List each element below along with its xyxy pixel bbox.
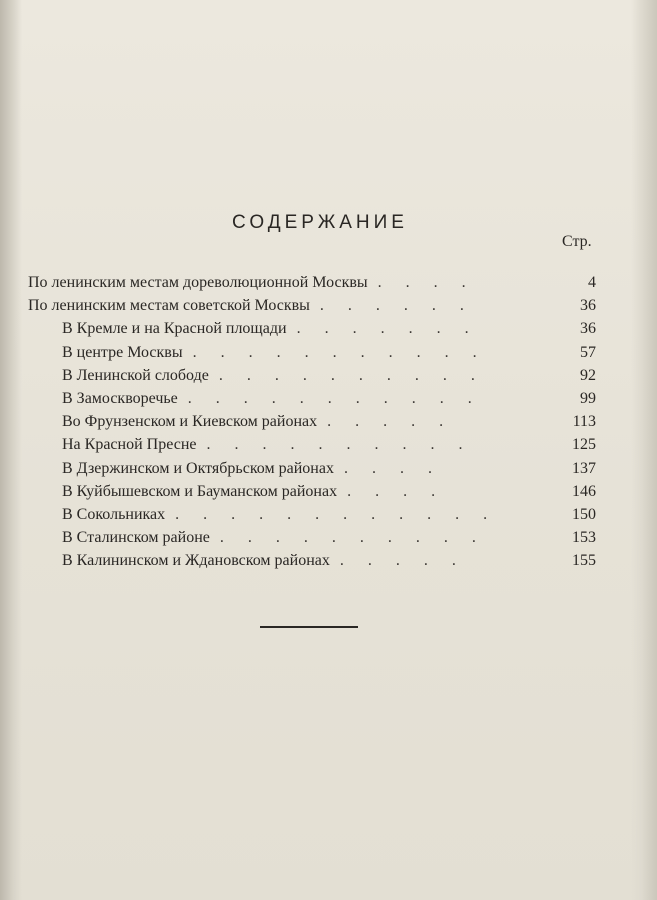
page-edge-right (631, 0, 657, 900)
toc-entry[interactable] (62, 527, 596, 549)
toc-entry-title: В Дзержинском и Октябрьском районах (62, 459, 334, 477)
toc-entry[interactable] (62, 434, 596, 456)
toc-entry[interactable] (62, 458, 596, 480)
toc-entry-title: В Замоскворечье (62, 390, 178, 407)
toc-page-number: 99 (580, 390, 596, 407)
toc-page-number: 150 (572, 506, 596, 523)
toc-entry-title: В Калининском и Ждановском районах (62, 552, 330, 570)
page-title: СОДЕРЖАНИЕ (232, 212, 408, 233)
toc-entry-title: На Красной Пресне (62, 436, 197, 454)
toc-page-number: 36 (580, 297, 596, 315)
toc-leader-dots: . . . . . . . . . . . (187, 390, 482, 407)
toc-entry-title: В Сталинском районе (62, 529, 210, 547)
toc-entry[interactable] (62, 550, 596, 572)
toc-entry[interactable] (62, 504, 596, 526)
toc-entry[interactable] (62, 481, 596, 503)
toc-entry[interactable] (28, 295, 596, 317)
toc-page-number: 155 (572, 552, 596, 570)
toc-leader-dots: . . . . (347, 482, 446, 500)
section-divider (260, 626, 358, 628)
toc-leader-dots: . . . . . . . . . . (218, 366, 485, 384)
toc-entry[interactable] (62, 318, 596, 340)
toc-entry[interactable] (62, 365, 596, 387)
toc-leader-dots: . . . . . . . (296, 320, 479, 338)
toc-entry[interactable] (62, 388, 596, 410)
toc-page-number: 153 (572, 529, 596, 547)
toc-page-number: 146 (572, 482, 596, 500)
page-column-label: Стр. (562, 233, 592, 250)
toc-page-number: 57 (580, 343, 596, 361)
toc-leader-dots: . . . . . . . . . . . (192, 343, 487, 361)
toc-entry[interactable] (62, 411, 596, 433)
toc-leader-dots: . . . . . (327, 413, 454, 431)
toc-entry-title: В Сокольниках (62, 506, 166, 523)
toc-page-number: 4 (588, 274, 596, 291)
toc-leader-dots: . . . . . . (319, 297, 474, 315)
toc-page-number: 92 (580, 366, 596, 384)
toc-page-number: 125 (572, 436, 596, 454)
toc-page-number: 36 (580, 320, 596, 338)
toc-leader-dots: . . . . . . . . . . (206, 436, 473, 454)
toc-leader-dots: . . . . (377, 274, 476, 291)
toc-entry-title: В Кремле и на Красной площади (62, 320, 287, 338)
toc-leader-dots: . . . . . . . . . . . . (175, 506, 498, 523)
toc-page-number: 137 (572, 459, 596, 477)
toc-entry-title: По ленинским местам дореволюционной Москвы (28, 274, 368, 291)
page-edge-left (0, 0, 22, 900)
toc-leader-dots: . . . . . (339, 552, 466, 570)
toc-entry[interactable] (62, 342, 596, 364)
toc-leader-dots: . . . . (343, 459, 442, 477)
toc-entry[interactable] (28, 272, 596, 294)
toc-entry-title: В центре Москвы (62, 343, 183, 361)
toc-page-number: 113 (572, 413, 596, 431)
toc-entry-title: Во Фрунзенском и Киевском районах (62, 413, 318, 431)
toc-leader-dots: . . . . . . . . . . (219, 529, 486, 547)
toc-entry-title: В Ленинской слободе (62, 366, 209, 384)
toc-entry-title: В Куйбышевском и Бауманском районах (62, 482, 338, 500)
toc-entry-title: По ленинским местам советской Москвы (28, 297, 310, 315)
